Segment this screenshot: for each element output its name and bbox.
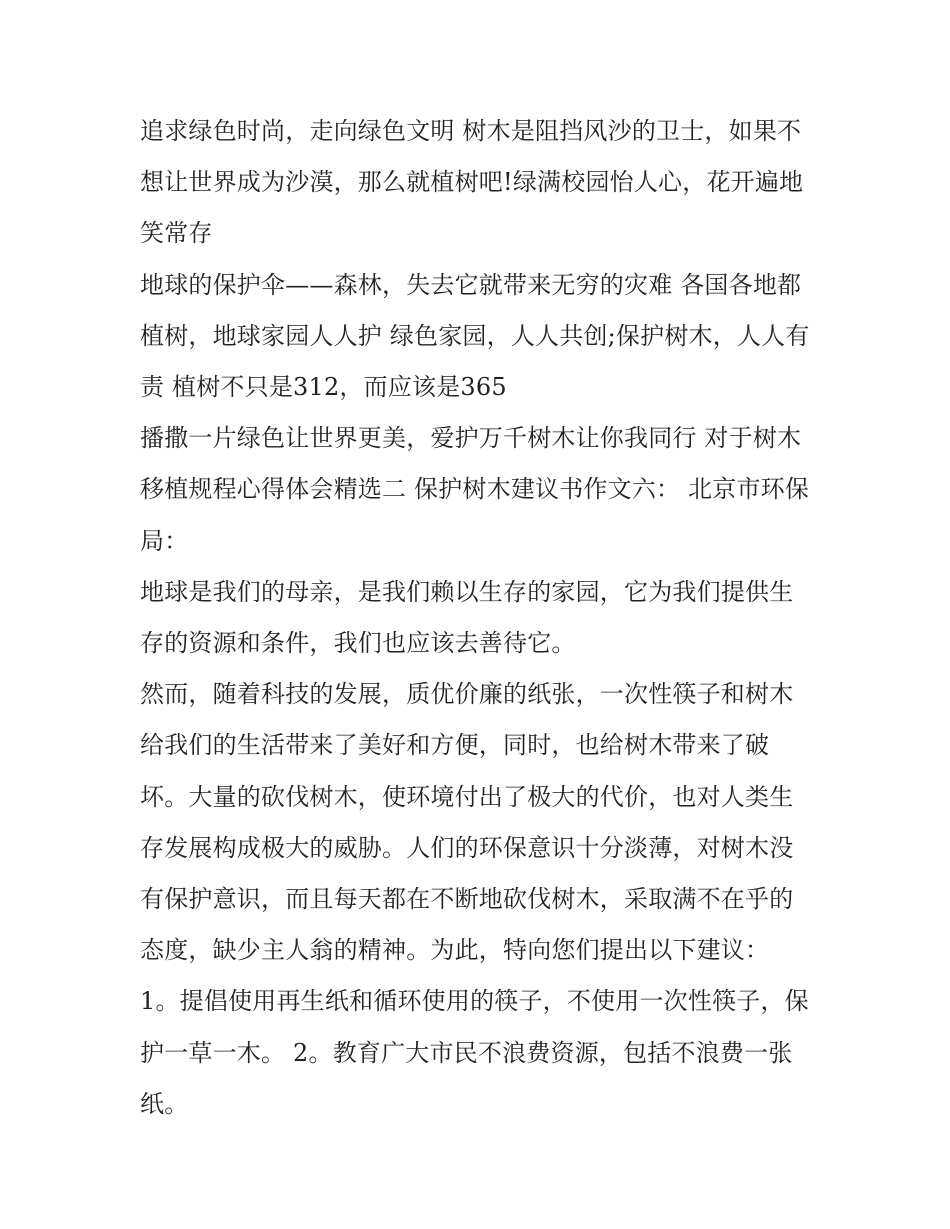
paragraph-2: 地球的保护伞——森林，失去它就带来无穷的灾难 各国各地都植树，地球家园人人护 绿色家园，人人共创;保护树木，人人有责 植树不只是312，而应该是365 bbox=[140, 270, 810, 402]
paragraph-3: 播撒一片绿色让世界更美，爱护万千树木让你我同行 对于树木移植规程心得体会精选二 保护树木建议书作文六： 北京市环保局： bbox=[140, 424, 810, 555]
paragraph-6: 1。提倡使用再生纸和循环使用的筷子，不使用一次性筷子，保护一草一木。 2。教育广大市民不浪费资源，包括不浪费一张纸。 bbox=[140, 987, 809, 1118]
paragraph-4: 地球是我们的母亲，是我们赖以生存的家园，它为我们提供生存的资源和条件，我们也应该去善待它。 bbox=[140, 577, 794, 658]
paragraph-5: 然而，随着科技的发展，质优价廉的纸张，一次性筷子和树木给我们的生活带来了美好和方便，同时，也给树木带来了破坏。大量的砍伐树木，使环境付出了极大的代价，也对人类生存发展构成极大的威胁。人们的环保意识十分淡薄，对树木没有保护意识，而且每天都在不断地砍伐树木，采取满不在乎的态度，缺少主人翁的精神。为此，特向您们提出以下建议： bbox=[140, 680, 794, 965]
paragraph-1: 追求绿色时尚，走向绿色文明 树木是阻挡风沙的卫士，如果不想让世界成为沙漠，那么就植树吧!绿满校园怡人心，花开遍地笑常存 bbox=[140, 117, 804, 248]
document-body bbox=[140, 106, 815, 1130]
